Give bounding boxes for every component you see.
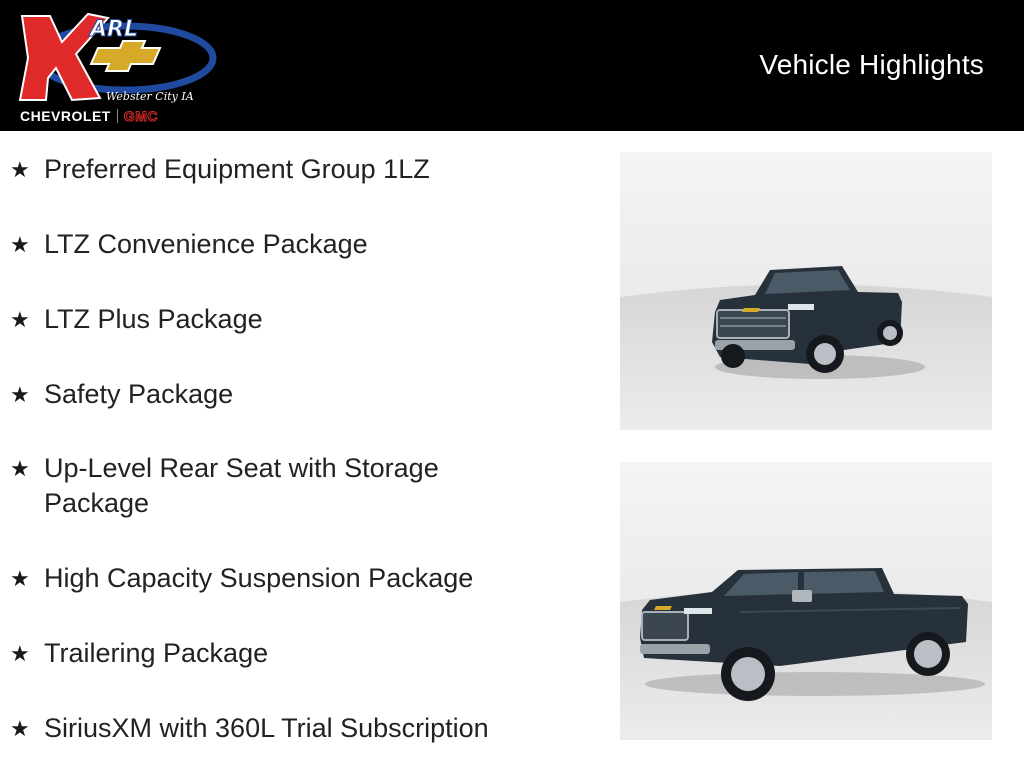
brand-row bbox=[20, 108, 158, 124]
list-item bbox=[10, 451, 494, 521]
truck-side-image bbox=[620, 462, 992, 740]
vehicle-photo-front[interactable] bbox=[620, 152, 992, 430]
list-item bbox=[10, 302, 554, 338]
brand-gmc: GMC bbox=[123, 108, 159, 124]
highlight-label: Trailering Package bbox=[44, 638, 269, 668]
vehicle-photo-side[interactable] bbox=[620, 462, 992, 740]
list-item bbox=[10, 561, 554, 597]
brand-divider bbox=[117, 109, 118, 123]
list-item bbox=[10, 636, 554, 672]
highlight-label: High Capacity Suspension Package bbox=[44, 563, 474, 593]
star-icon: ★ bbox=[10, 456, 30, 481]
star-icon: ★ bbox=[10, 307, 30, 332]
highlight-label: LTZ Plus Package bbox=[44, 304, 263, 334]
highlight-label: LTZ Convenience Package bbox=[44, 229, 368, 259]
brand-chevrolet: CHEVROLET bbox=[20, 108, 111, 124]
header-bar bbox=[0, 0, 1024, 131]
highlight-label: Preferred Equipment Group 1LZ bbox=[44, 154, 430, 184]
karl-logo-icon bbox=[10, 8, 220, 108]
svg-text:ARL: ARL bbox=[90, 17, 138, 42]
star-icon: ★ bbox=[10, 566, 30, 591]
highlight-label: Safety Package bbox=[44, 379, 234, 409]
star-icon: ★ bbox=[10, 382, 30, 407]
list-item bbox=[10, 227, 554, 263]
highlight-label: Up-Level Rear Seat with Storage Package bbox=[44, 453, 439, 518]
star-icon: ★ bbox=[10, 232, 30, 257]
svg-text:Webster City IA: Webster City IA bbox=[106, 90, 194, 103]
star-icon: ★ bbox=[10, 641, 30, 666]
star-icon: ★ bbox=[10, 716, 30, 741]
list-item bbox=[10, 377, 554, 413]
list-item bbox=[10, 152, 554, 188]
page-title: Vehicle Highlights bbox=[759, 49, 984, 80]
highlight-label: SiriusXM with 360L Trial Subscription bbox=[44, 713, 489, 743]
star-icon: ★ bbox=[10, 157, 30, 182]
list-item bbox=[10, 711, 554, 747]
truck-front-image bbox=[620, 152, 992, 430]
